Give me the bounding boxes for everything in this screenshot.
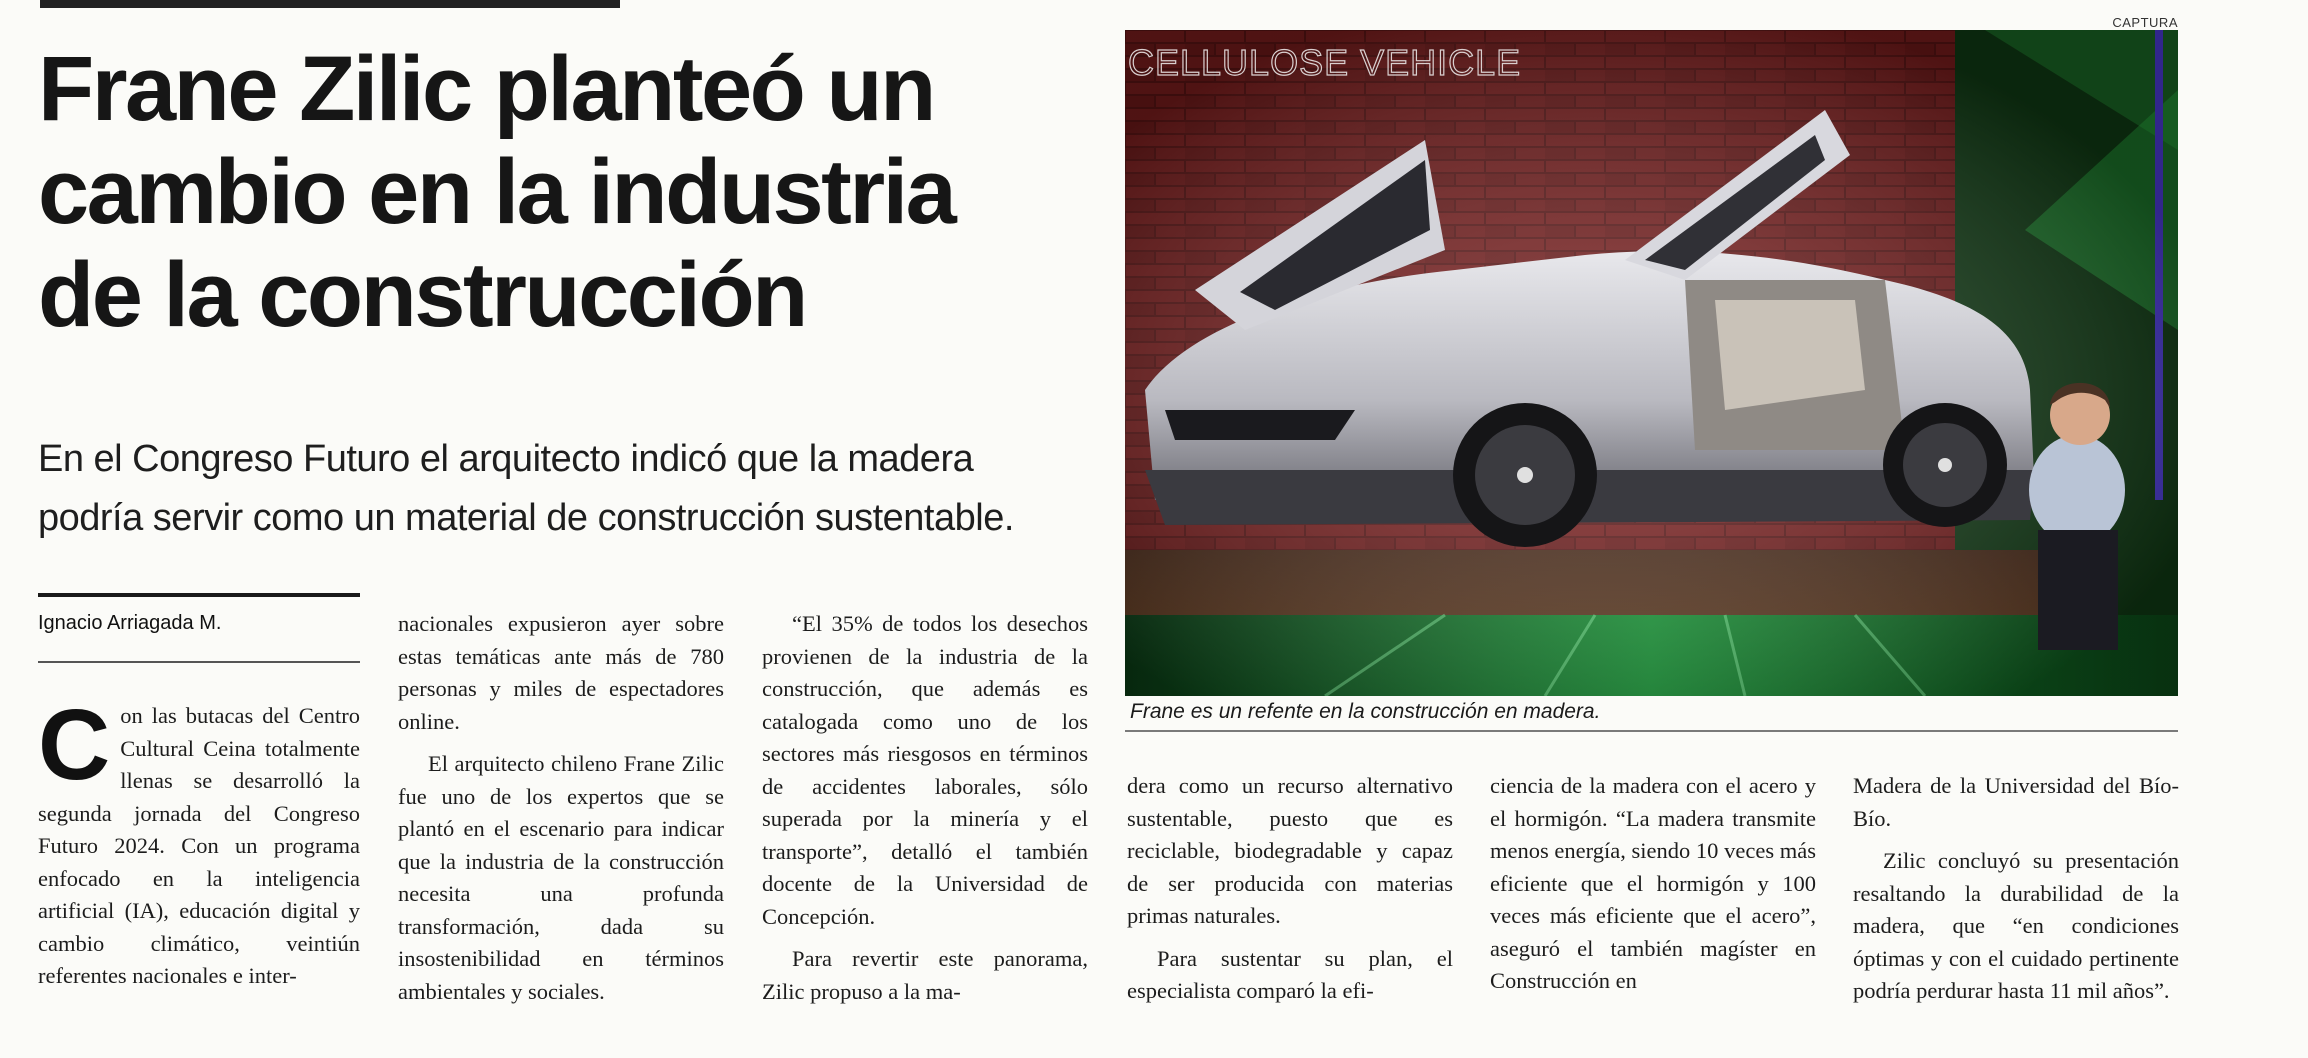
paragraph: on las butacas del Centro Cultural Ceina totalmente llenas se desarrolló la segunda jornada del Congreso Futuro 2024. Con un programa enfocado en la inteligencia artificial (IA), educación digital y cambio climático, veintiún referentes nacionales e inter- <box>38 703 360 988</box>
article-column-3 <box>762 608 1088 1018</box>
article-column-6 <box>1853 770 2179 1018</box>
article-deck: En el Congreso Futuro el arquitecto indicó que la madera podría servir como un material de construcción sustentable. <box>38 438 1014 539</box>
article-headline: Frane Zilic planteó un cambio en la industria de la construcción <box>38 38 955 346</box>
article-column-1 <box>38 689 360 1003</box>
byline-rule <box>38 593 360 597</box>
article-column-4 <box>1127 770 1453 1018</box>
paragraph: El arquitecto chileno Frane Zilic fue uno de los expertos que se plantó en el escenario para indicar que la industria de la construcción necesita una profunda transformación, dada su insostenibilidad en términos ambientales y sociales. <box>398 751 724 1004</box>
byline-rule-bottom <box>38 661 360 663</box>
paragraph: Madera de la Universidad del Bío-Bío. <box>1853 773 2179 831</box>
article-photo <box>1125 30 2178 696</box>
caption-rule <box>1125 730 2178 732</box>
paragraph: Para sustentar su plan, el especialista comparó la efi- <box>1127 945 1453 1003</box>
section-header-bar <box>40 0 620 8</box>
paragraph: Zilic concluyó su presentación resaltando la durabilidad de la madera, que “en condiciones óptimas y con el cuidado pertinente podría perdurar hasta 11 mil años”. <box>1853 848 2179 1003</box>
photo-overlay-title: CELLULOSE VEHICLE <box>1128 42 1522 83</box>
article-column-2 <box>398 608 724 1018</box>
paragraph: “El 35% de todos los desechos provienen de la industria de la construcción, que además es catalogada como uno de los sectores más riesgosos en términos de accidentes laborales, sólo superada por la minería y el transporte”, detalló el también docente de la Universidad de Concepción. <box>762 611 1088 929</box>
byline: Ignacio Arriagada M. <box>38 612 222 634</box>
photo-credit: CAPTURA <box>2112 15 2178 30</box>
drop-cap: C <box>38 689 111 801</box>
paragraph: dera como un recurso alternativo sustentable, puesto que es reciclable, biodegradable y capaz de ser producida con materias primas naturales. <box>1127 773 1453 928</box>
photo-caption: Frane es un refente en la construcción en madera. <box>1130 700 1601 723</box>
paragraph: nacionales expusieron ayer sobre estas temáticas ante más de 780 personas y miles de espectadores online. <box>398 611 724 734</box>
article-column-5 <box>1490 770 1816 1008</box>
paragraph: Para revertir este panorama, Zilic propuso a la ma- <box>762 946 1088 1004</box>
paragraph: ciencia de la madera con el acero y el hormigón. “La madera transmite menos energía, siendo 10 veces más eficiente que el hormigón y 100 veces más eficiente que el acero”, aseguró el también magíster en Construcción en <box>1490 773 1816 993</box>
